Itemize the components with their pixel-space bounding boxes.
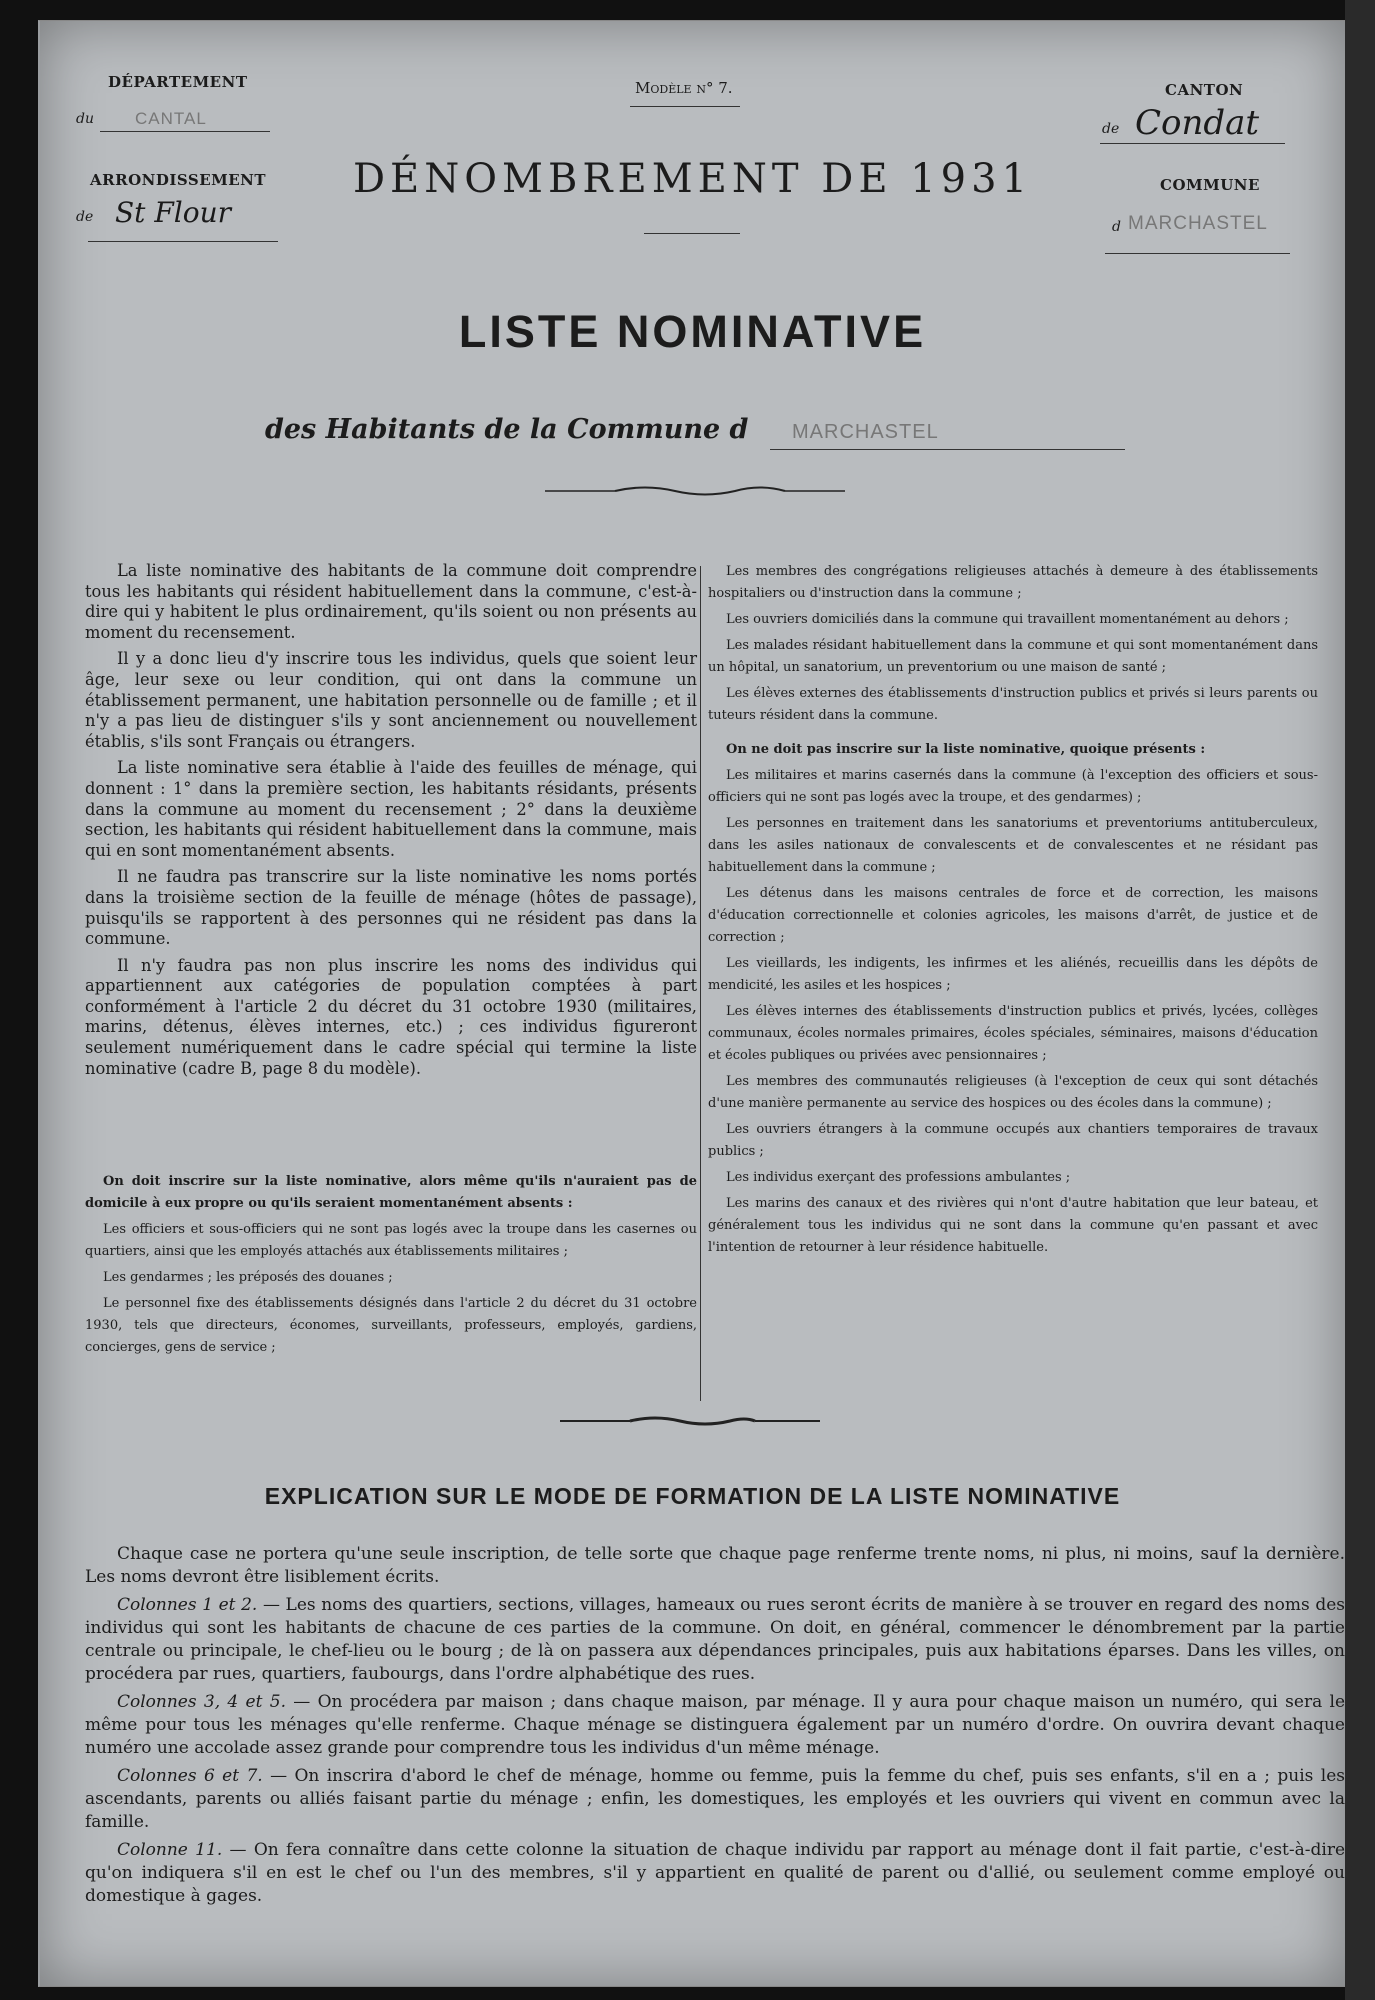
canton-value: Condat	[1135, 103, 1260, 143]
arrondissement-value: St Flour	[115, 196, 231, 229]
explication-item-text: — On fera connaître dans cette colonne la situation de chaque individu par rapport au ménage dont il fait partie, c'est-à-dire qu'on indiquera s'il en est le chef ou l'un des membres, s'il y appartient en qualité de parent ou d'allié, ou seulement comme employé ou domestique à gages.	[85, 1840, 1346, 1906]
left-inclusion-list	[85, 1171, 697, 1363]
inclusion-item: Les officiers et sous-officiers qui ne sont pas logés avec la troupe dans les casernes ou quartiers, ainsi que les employés attachés aux établissements militaires ;	[85, 1222, 697, 1259]
commune-label: COMMUNE	[1160, 176, 1260, 194]
explication-item-text: — On inscrira d'abord le chef de ménage, homme ou femme, puis la femme du chef, puis ses enfants, s'il en a ; puis les ascendants, parents ou alliés faisant partie du ménage ; enfin, les domestiques, les employés et les ouvriers qui vivent en commun avec la famille.	[85, 1766, 1345, 1832]
commune-prefix: d	[1112, 219, 1121, 235]
liste-nominative-title: LISTE NOMINATIVE	[458, 306, 927, 357]
page-edge	[1345, 0, 1375, 2000]
commune-value: MARCHASTEL	[1128, 213, 1268, 234]
divider-ornament	[545, 484, 845, 498]
exclusion-item: Les membres des communautés religieuses (à l'exception de ceux qui sont détachés d'une manière permanente au service des hospices ou des écoles dans la commune) ;	[708, 1074, 1318, 1111]
left-paragraph: Il ne faudra pas transcrire sur la liste nominative les noms portés dans la troisième section de la feuille de ménage (hôtes de passage), puisqu'ils se rapportent à des personnes qui ne résident pas dans la commune.	[85, 867, 697, 949]
departement-label: DÉPARTEMENT	[108, 73, 248, 91]
inclusion-item: Les membres des congrégations religieuses attachés à demeure à des établissements hospitaliers ou d'instruction dans la commune ;	[708, 564, 1318, 601]
explication-body	[85, 1543, 1345, 1913]
left-paragraph: La liste nominative des habitants de la commune doit comprendre tous les habitants qui résident habituellement dans la commune, c'est-à-dire qui y habitent le plus ordinairement, qu'ils soient ou non présents au moment du recensement.	[85, 561, 697, 642]
explication-intro: Chaque case ne portera qu'une seule inscription, de telle sorte que chaque page renferme trente noms, ni plus, ni moins, sauf la dernière. Les noms devront être lisiblement écrits.	[85, 1544, 1345, 1587]
explication-title: EXPLICATION SUR LE MODE DE FORMATION DE LA LISTE NOMINATIVE	[264, 1483, 1121, 1509]
commune-underline	[1105, 253, 1290, 254]
inclusion-item: Les élèves externes des établissements d'instruction publics et privés si leurs parents ou tuteurs résident dans la commune.	[708, 686, 1318, 723]
explication-item	[85, 1839, 1345, 1908]
explication-item-text: — Les noms des quartiers, sections, villages, hameaux ou rues seront écrits de manière à se trouver en regard des noms des individus qui sont les habitants de chacune de ces parties de la commune. On doit, en général, commencer le dénombrement par la partie centrale ou principale, le chef-lieu ou le bourg ; de là on passera aux dépendances principales, puis aux habitations éparses. Dans les villes, on procédera par rues, quartiers, faubourgs, dans l'ordre alphabétique des rues.	[85, 1595, 1345, 1684]
arrondissement-prefix: de	[76, 209, 94, 225]
canton-underline	[1100, 143, 1285, 144]
explication-item-text: — On procédera par maison ; dans chaque maison, par ménage. Il y aura pour chaque maison un numéro, qui sera le même pour tous les ménages qu'elle renferme. Chaque ménage se distinguera également par un numéro d'ordre. On ouvrira devant chaque numéro une accolade assez grande pour comprendre tous les individus d'un même ménage.	[85, 1692, 1346, 1758]
explication-item-label: Colonnes 6 et 7.	[117, 1766, 263, 1786]
inclusion-lead: On doit inscrire sur la liste nominative, alors même qu'ils n'auraient pas de domicile à eux propre ou qu'ils seraient momentanément absents :	[85, 1174, 697, 1211]
explication-item-label: Colonnes 3, 4 et 5.	[117, 1692, 286, 1712]
canton-label: CANTON	[1165, 81, 1244, 99]
explication-item	[85, 1691, 1345, 1760]
right-column-text	[708, 561, 1318, 1263]
habitants-commune-value: MARCHASTEL	[792, 421, 939, 443]
exclusion-item: Les personnes en traitement dans les sanatoriums et preventoriums antituberculeux, dans les asiles nationaux de convalescents et de convalescentes et ne résidant pas habituellement dans la commune ;	[708, 816, 1318, 875]
exclusion-item: Les marins des canaux et des rivières qui n'ont d'autre habitation que leur bateau, et généralement tous les individus qui ne sont dans la commune qu'en passant et avec l'intention de retourner à leur résidence habituelle.	[708, 1196, 1318, 1255]
exclusion-item: Les élèves internes des établissements d'instruction publics et privés, lycées, collèges communaux, écoles normales primaires, écoles spéciales, séminaires, maisons d'éducation et écoles publiques ou privées avec pensionnaires ;	[708, 1004, 1318, 1063]
exclusion-item: Les militaires et marins casernés dans la commune (à l'exception des officiers et sous-officiers qui ne sont pas logés avec la troupe, et des gendarmes) ;	[708, 768, 1318, 805]
explication-item	[85, 1765, 1345, 1834]
modele-underline	[630, 106, 740, 107]
modele-number: Modèle n° 7.	[635, 79, 733, 97]
arrondissement-underline	[88, 241, 278, 242]
inclusion-item: Les ouvriers domiciliés dans la commune qui travaillent momentanément au dehors ;	[726, 612, 1289, 627]
left-column-text	[85, 561, 697, 1085]
exclusion-lead: On ne doit pas inscrire sur la liste nominative, quoique présents :	[726, 742, 1206, 757]
inclusion-item: Les malades résidant habituellement dans la commune et qui sont momentanément dans un hôpital, un sanatorium, un preventorium ou une maison de santé ;	[708, 638, 1318, 675]
divider-ornament	[560, 1414, 820, 1428]
column-divider	[700, 566, 701, 1401]
title-underline	[644, 233, 740, 234]
explication-item-label: Colonnes 1 et 2.	[117, 1595, 258, 1615]
page-title: DÉNOMBREMENT DE 1931	[352, 156, 1033, 202]
left-paragraph: Il y a donc lieu d'y inscrire tous les individus, quels que soient leur âge, leur sexe ou leur condition, qui ont dans la commune un établissement permanent, une habitation personnelle ou de famille ; et il n'y a pas lieu de distinguer s'ils y sont anciennement ou nouvellement établis, s'ils sont Français ou étrangers.	[85, 649, 697, 751]
left-paragraph: Il n'y faudra pas non plus inscrire les noms des individus qui appartiennent aux catégories de population comptées à part conformément à l'article 2 du décret du 31 octobre 1930 (militaires, marins, détenus, élèves internes, etc.) ; ces individus figureront seulement numériquement dans le cadre spécial qui termine la liste nominative (cadre B, page 8 du modèle).	[85, 955, 697, 1078]
explication-item-label: Colonne 11.	[117, 1840, 223, 1860]
departement-underline	[100, 131, 270, 132]
left-paragraph: La liste nominative sera établie à l'aide des feuilles de ménage, qui donnent : 1° dans la première section, les habitants résidants, présents dans la commune au moment du recensement ; 2° dans la deuxième section, les habitants qui résident habituellement dans la commune, mais qui en sont momentanément absents.	[85, 758, 697, 860]
explication-item	[85, 1594, 1345, 1686]
departement-value: CANTAL	[135, 109, 207, 128]
canton-prefix: de	[1102, 121, 1120, 137]
exclusion-item: Les détenus dans les maisons centrales de force et de correction, les maisons d'éducation correctionnelle et colonies agricoles, les maisons d'arrêt, de justice et de correction ;	[708, 886, 1318, 945]
exclusion-item: Les vieillards, les indigents, les infirmes et les aliénés, recueillis dans les dépôts de mendicité, les asiles et les hospices ;	[708, 956, 1318, 993]
habitants-underline	[770, 449, 1125, 450]
habitants-label: des Habitants de la Commune d	[265, 414, 749, 445]
exclusion-item: Les ouvriers étrangers à la commune occupés aux chantiers temporaires de travaux publics ;	[708, 1122, 1318, 1159]
arrondissement-label: ARRONDISSEMENT	[90, 171, 267, 189]
inclusion-item: Les gendarmes ; les préposés des douanes ;	[103, 1270, 393, 1285]
document-sheet	[38, 20, 1346, 1987]
inclusion-item: Le personnel fixe des établissements désignés dans l'article 2 du décret du 31 octobre 1930, tels que directeurs, économes, surveillants, professeurs, employés, gardiens, concierges, gens de service ;	[85, 1296, 697, 1355]
exclusion-item: Les individus exerçant des professions ambulantes ;	[726, 1170, 1071, 1185]
departement-prefix: du	[76, 111, 94, 127]
